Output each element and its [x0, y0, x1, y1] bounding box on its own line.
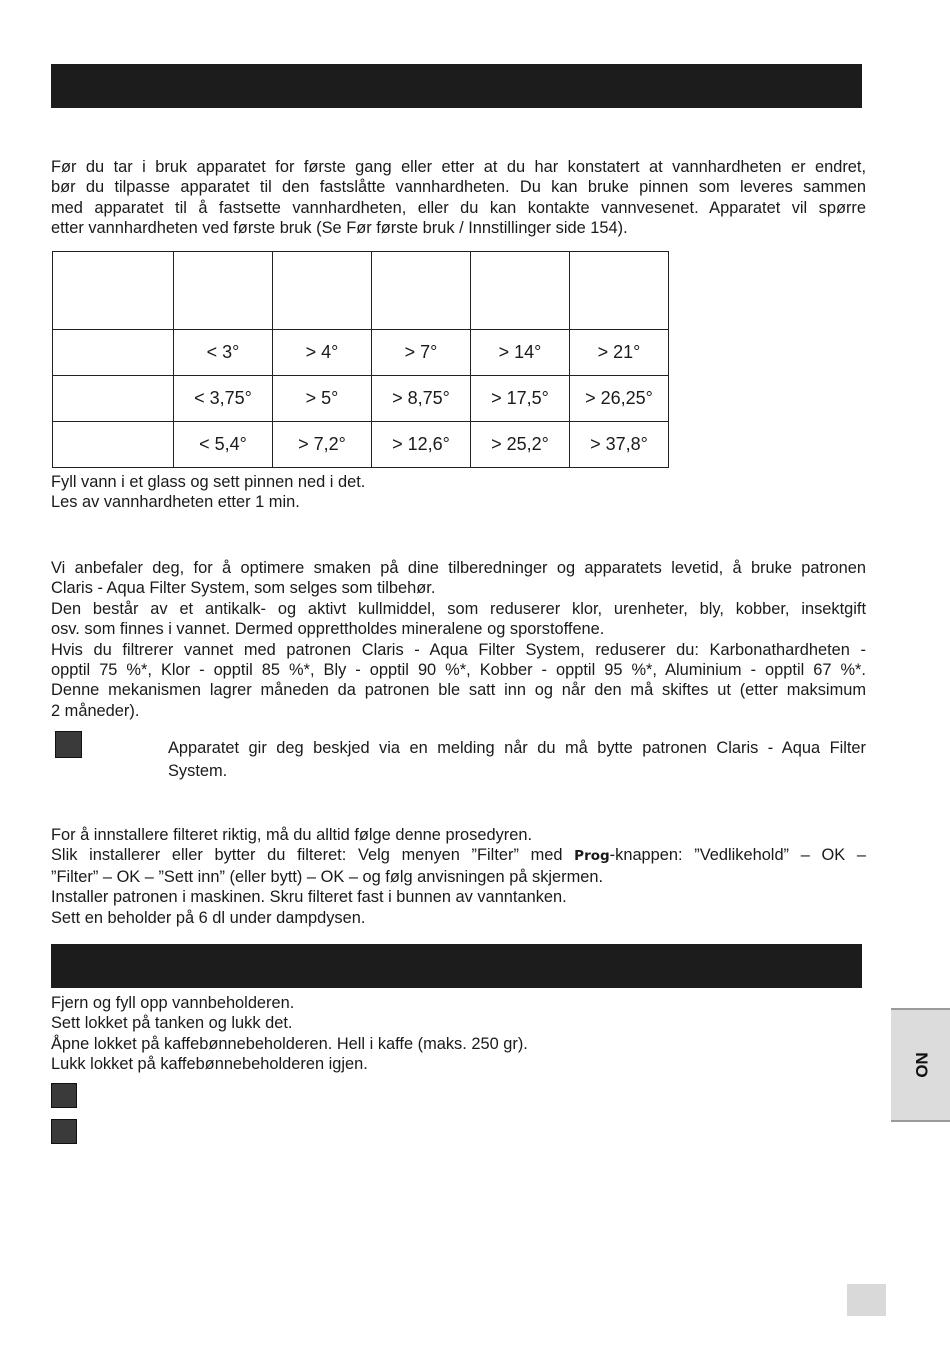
table-cell: > 7° — [372, 330, 471, 376]
note-line: System. — [168, 762, 228, 780]
water-hardness-table — [52, 251, 669, 468]
table-row-label — [53, 422, 174, 468]
install-procedure — [51, 825, 866, 928]
fill-instructions — [51, 993, 528, 1075]
table-header-cell — [570, 252, 669, 330]
table-header-cell — [372, 252, 471, 330]
table-cell: > 4° — [273, 330, 372, 376]
table-row — [53, 376, 669, 422]
install-line-text: Slik installerer eller bytter du filteret: Velg menyen ”Filter” med — [51, 846, 575, 865]
filter-info-line: Claris - Aqua Filter System, som selges som tilbehør. — [51, 579, 436, 598]
intro-line: etter vannhardheten ved første bruk (Se Før første bruk / Innstillinger side 154). — [51, 219, 628, 238]
table-row — [53, 330, 669, 376]
section-heading-bar-filling — [51, 944, 862, 988]
language-tab-label: NO — [911, 1052, 931, 1078]
install-line — [51, 845, 866, 866]
table-header-cell — [174, 252, 273, 330]
display-message-icon — [55, 731, 82, 758]
fill-line: Fjern og fyll opp vannbeholderen. — [51, 994, 295, 1012]
table-row — [53, 422, 669, 468]
table-header-cell — [53, 252, 174, 330]
note-line: Apparatet gir deg beskjed via en melding når du må bytte patronen Claris - Aqua Filter — [168, 739, 866, 757]
step-icon — [51, 1083, 77, 1108]
filter-info-line: Denne mekanismen lagrer måneden da patronen ble satt inn og når den må skiftes ut (etter maksimum — [51, 681, 866, 700]
table-cell: < 3° — [174, 330, 273, 376]
filter-info-line: Vi anbefaler deg, for å optimere smaken på dine tilberedninger og apparatets levetid, å bruke patronen — [51, 559, 866, 577]
page-number-box — [847, 1284, 886, 1316]
install-line: Installer patronen i maskinen. Skru filteret fast i bunnen av vanntanken. — [51, 888, 567, 907]
prog-button-label: Prog — [574, 848, 610, 865]
note-paragraph — [168, 737, 866, 783]
table-header-row — [53, 252, 669, 330]
install-line: ”Filter” – OK – ”Sett inn” (eller bytt) – OK – og følg anvisningen på skjermen. — [51, 867, 604, 886]
intro-line: bør du tilpasse apparatet til den fastslåtte vannhardheten. Du kan bruke pinnen som leveres sammen — [51, 178, 866, 197]
install-line-text: -knappen: ”Vedlikehold” – OK – — [609, 846, 866, 865]
table-cell: > 7,2° — [273, 422, 372, 468]
install-line: Sett en beholder på 6 dl under dampdysen. — [51, 908, 366, 927]
fill-line: Åpne lokket på kaffebønnebeholderen. Hell i kaffe (maks. 250 gr). — [51, 1034, 528, 1053]
language-tab — [891, 1008, 950, 1122]
test-instructions — [51, 472, 365, 513]
filter-info-line: opptil 75 %*, Klor - opptil 85 %*, Bly - opptil 90 %*, Kobber - opptil 95 %*, Aluminium - opptil 67 %*. — [51, 661, 866, 680]
table-cell: > 5° — [273, 376, 372, 422]
table-cell: > 8,75° — [372, 376, 471, 422]
table-cell: > 21° — [570, 330, 669, 376]
table-row-label — [53, 330, 174, 376]
install-line: For å innstallere filteret riktig, må du alltid følge denne prosedyren. — [51, 826, 533, 844]
fill-line: Sett lokket på tanken og lukk det. — [51, 1014, 293, 1033]
filter-info-line: osv. som finnes i vannet. Dermed opprettholdes mineralene og sporstoffene. — [51, 620, 605, 639]
instruction-line: Fyll vann i et glass og sett pinnen ned i det. — [51, 473, 366, 491]
table-header-cell — [471, 252, 570, 330]
filter-info-line: 2 måneder). — [51, 701, 140, 720]
intro-paragraph — [51, 157, 866, 239]
table-cell: < 5,4° — [174, 422, 273, 468]
intro-line: med apparatet til å fastsette vannhardheten, eller du kan kontakte vannvesenet. Apparatet vil spørre — [51, 198, 866, 217]
table-cell: > 37,8° — [570, 422, 669, 468]
section-heading-bar-water-hardness — [51, 64, 862, 108]
filter-info-paragraph — [51, 558, 866, 721]
table-cell: > 12,6° — [372, 422, 471, 468]
table-row-label — [53, 376, 174, 422]
intro-line: Før du tar i bruk apparatet for første gang eller etter at du har konstatert at vannhardheten er endret, — [51, 158, 866, 176]
fill-line: Lukk lokket på kaffebønnebeholderen igjen. — [51, 1055, 368, 1074]
filter-info-line: Hvis du filtrerer vannet med patronen Claris - Aqua Filter System, reduserer du: Karbonathardheten - — [51, 640, 866, 659]
filter-info-line: Den består av et antikalk- og aktivt kullmiddel, som reduserer klor, urenheter, bly, kobber, insektgift — [51, 599, 866, 618]
table-cell: < 3,75° — [174, 376, 273, 422]
table-header-cell — [273, 252, 372, 330]
table-cell: > 17,5° — [471, 376, 570, 422]
table-cell: > 14° — [471, 330, 570, 376]
table-cell: > 25,2° — [471, 422, 570, 468]
step-icon — [51, 1119, 77, 1144]
table-cell: > 26,25° — [570, 376, 669, 422]
instruction-line: Les av vannhardheten etter 1 min. — [51, 493, 300, 512]
